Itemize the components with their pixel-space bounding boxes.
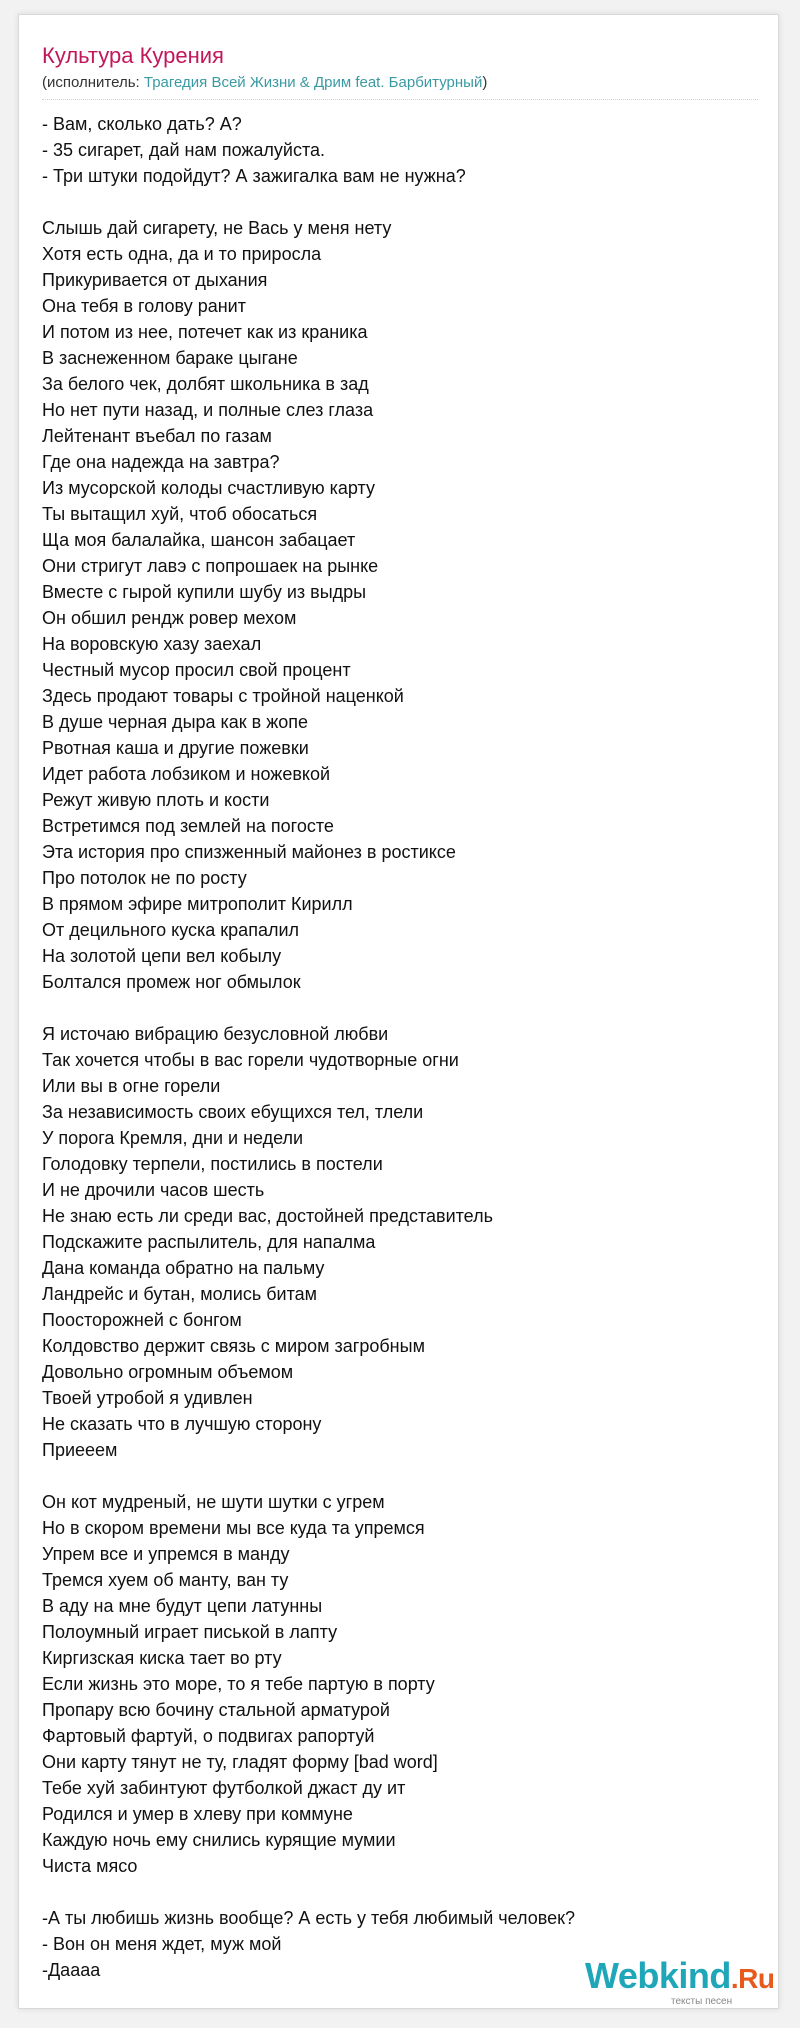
logo-wordmark	[585, 1956, 774, 1999]
logo-tld: .Ru	[730, 1963, 775, 1994]
lyric-line: Дана команда обратно на пальму	[42, 1258, 325, 1278]
logo-brand: Webkind	[585, 1955, 731, 1996]
lyric-line: Идет работа лобзиком и ножевкой	[42, 764, 331, 784]
artist-link[interactable]: Трагедия Всей Жизни & Дрим feat. Барбитурный	[143, 74, 483, 91]
lyric-line: Про потолок не по росту	[42, 868, 247, 888]
lyric-line: Она тебя в голову ранит	[42, 296, 246, 316]
lyric-line: Они стригут лавэ с попрошаек на рынке	[42, 556, 379, 576]
lyric-line: -А ты любишь жизнь вообще? А есть у тебя любимый человек?	[42, 1908, 576, 1928]
artist-line	[42, 74, 487, 91]
lyric-line: Слышь дай сигарету, не Вась у меня нету	[42, 218, 392, 238]
lyric-line: Из мусорской колоды счастливую карту	[42, 478, 375, 498]
lyric-line: Ты вытащил хуй, чтоб обосаться	[42, 504, 318, 524]
lyric-line: Фартовый фартуй, о подвигах рапортуй	[42, 1726, 375, 1746]
site-logo[interactable]	[585, 1956, 781, 2016]
lyric-line: Здесь продают товары с тройной наценкой	[42, 686, 404, 706]
lyric-line: Приееем	[42, 1440, 118, 1460]
lyric-line: Полоумный играет писькой в лапту	[42, 1622, 338, 1642]
artist-prefix: (исполнитель:	[42, 74, 144, 91]
lyric-line: - Вам, сколько дать? А?	[42, 114, 242, 134]
lyric-line: Не знаю есть ли среди вас, достойней представитель	[42, 1206, 493, 1226]
lyric-line: Так хочется чтобы в вас горели чудотворные огни	[42, 1050, 459, 1070]
lyric-line: Не сказать что в лучшую сторону	[42, 1414, 322, 1434]
lyric-line: Ща моя балалайка, шансон забацает	[42, 530, 356, 550]
logo-tagline: тексты песен	[671, 1996, 733, 2007]
lyric-line: Каждую ночь ему снились курящие мумии	[42, 1830, 396, 1850]
lyric-line: -Даааа	[42, 1960, 101, 1980]
lyric-line: Но нет пути назад, и полные слез глаза	[42, 400, 374, 420]
lyric-line: Пропару всю бочину стальной арматурой	[42, 1700, 390, 1720]
stanza-gap	[42, 1463, 758, 1489]
stanza-gap	[42, 1879, 758, 1905]
lyric-line: Он кот мудреный, не шути шутки с угрем	[42, 1492, 385, 1512]
lyric-line: Киргизская киска тает во рту	[42, 1648, 282, 1668]
lyrics-card	[18, 14, 779, 2009]
lyric-line: Режут живую плоть и кости	[42, 790, 270, 810]
lyric-line: Лейтенант въебал по газам	[42, 426, 272, 446]
lyric-line: Встретимся под землей на погосте	[42, 816, 334, 836]
lyric-line: Тремся хуем об манту, ван ту	[42, 1570, 289, 1590]
lyric-line: В аду на мне будут цепи латунны	[42, 1596, 323, 1616]
lyric-line: Но в скором времени мы все куда та упремся	[42, 1518, 425, 1538]
lyric-line: И не дрочили часов шесть	[42, 1180, 265, 1200]
lyric-line: За белого чек, долбят школьника в зад	[42, 374, 369, 394]
lyric-line: Эта история про спизженный майонез в ростиксе	[42, 842, 456, 862]
lyric-line: Родился и умер в хлеву при коммуне	[42, 1804, 353, 1824]
lyric-line: Голодовку терпели, постились в постели	[42, 1154, 383, 1174]
lyric-line: Он обшил рендж ровер мехом	[42, 608, 297, 628]
lyric-line: Колдовство держит связь с миром загробным	[42, 1336, 425, 1356]
lyric-line: В прямом эфире митрополит Кирилл	[42, 894, 353, 914]
lyric-line: Если жизнь это море, то я тебе партую в порту	[42, 1674, 435, 1694]
lyric-line: За независимость своих ебущихся тел, тлели	[42, 1102, 424, 1122]
lyric-line: Честный мусор просил свой процент	[42, 660, 351, 680]
lyric-line: - 35 сигарет, дай нам пожалуйста.	[42, 140, 326, 160]
lyric-line: - Три штуки подойдут? А зажигалка вам не нужна?	[42, 166, 466, 186]
song-title: Культура Курения	[42, 43, 224, 68]
lyric-line: Они карту тянут не ту, гладят форму [bad word]	[42, 1752, 438, 1772]
lyric-line: Вместе с гырой купили шубу из выдры	[42, 582, 367, 602]
lyric-line: Где она надежда на завтра?	[42, 452, 280, 472]
lyric-line: Прикуривается от дыхания	[42, 270, 268, 290]
lyric-line: Хотя есть одна, да и то приросла	[42, 244, 322, 264]
lyric-line: Чиста мясо	[42, 1856, 138, 1876]
lyric-line: В душе черная дыра как в жопе	[42, 712, 309, 732]
lyric-line: Рвотная каша и другие пожевки	[42, 738, 309, 758]
lyric-line: Или вы в огне горели	[42, 1076, 221, 1096]
lyric-line: - Вон он меня ждет, муж мой	[42, 1934, 282, 1954]
lyric-line: Ландрейс и бутан, молись битам	[42, 1284, 318, 1304]
stanza-gap	[42, 189, 758, 215]
lyric-line: В заснеженном бараке цыгане	[42, 348, 298, 368]
lyric-line: От децильного куска крапалил	[42, 920, 300, 940]
lyric-line: Я источаю вибрацию безусловной любви	[42, 1024, 389, 1044]
lyric-line: Твоей утробой я удивлен	[42, 1388, 253, 1408]
lyric-line: Довольно огромным объемом	[42, 1362, 294, 1382]
lyric-line: Тебе хуй забинтуют футболкой джаст ду ит	[42, 1778, 406, 1798]
lyric-line: Болтался промеж ног обмылок	[42, 972, 301, 992]
lyric-line: Упрем все и упремся в манду	[42, 1544, 290, 1564]
lyric-line: И потом из нее, потечет как из краника	[42, 322, 368, 342]
title-divider	[42, 99, 758, 100]
artist-suffix: )	[482, 74, 488, 91]
lyric-line: На золотой цепи вел кобылу	[42, 946, 282, 966]
lyric-line: Подскажите распылитель, для напалма	[42, 1232, 376, 1252]
stanza-gap	[42, 995, 758, 1021]
lyric-line: Поосторожней с бонгом	[42, 1310, 242, 1330]
lyric-line: У порога Кремля, дни и недели	[42, 1128, 304, 1148]
lyric-line: На воровскую хазу заехал	[42, 634, 262, 654]
lyrics-text	[42, 111, 758, 1983]
